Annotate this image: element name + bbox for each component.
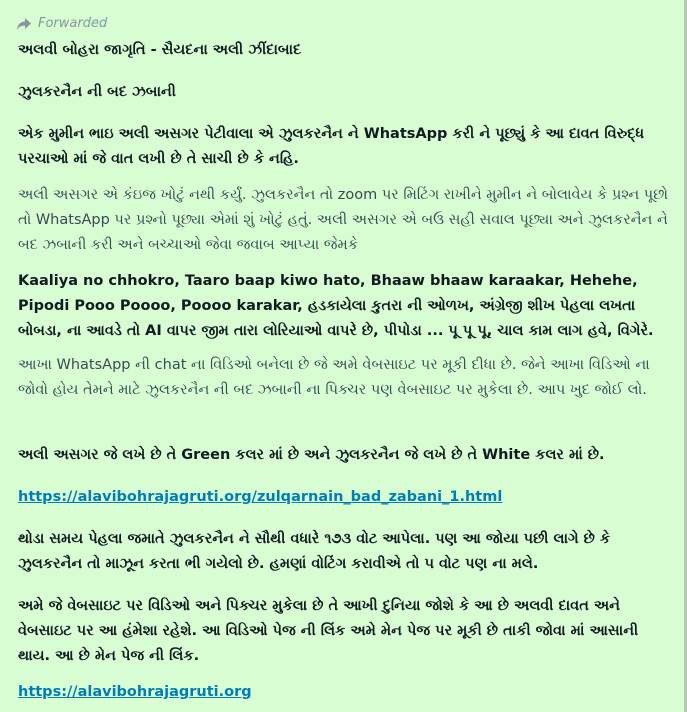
message-link-1-container — [18, 485, 670, 510]
message-paragraph-5: અલી અસગર જે લખે છે તે Green કલર માં છે અને ઝુલકરનૈન જે લખે છે તે White કલર માં છે. — [18, 447, 605, 463]
message-link-2-container — [18, 680, 670, 705]
main-page-link[interactable]: https://alavibohrajagruti.org — [18, 684, 252, 700]
message-paragraph-4: આખા WhatsApp ની chat ના વિડિઓ બનેલા છે જે અમે વેબસાઇટ પર મૂકી દીધા છે. જેને આખા વિડિઓ ના જોવો હોય તેમને માટે ઝુલકરનૈન ની બદ ઝબાની ના પિક્ચર પણ વેબસાઇટ પર મુકેલા છે. આપ ખુદ જોઈ લો. — [18, 357, 650, 398]
forwarded-indicator — [16, 16, 107, 31]
message-paragraph-6: થોડા સમય પેહલા જમાતે ઝુલકરનૈન ને સૌથી વધારે ૧૭૩ વોટ આપેલા. પણ આ જોયા પછી લાગે છે કે ઝુલકરનૈન તો માઝૂન કરતા ભી ગયેલો છે. હમણાં વોટિંગ કરાવીએ તો ૫ વોટ પણ ના મલે. — [18, 531, 611, 572]
message-paragraph-1: એક મુમીન ભાઇ અલી અસગર પેટીવાલા એ ઝુલકરનૈન ને WhatsApp કરી ને પૂછ્યું કે આ દાવત વિરુદ્ધ પરચાઓ માં જે વાત લખી છે તે સાચી છે કે નહિ. — [18, 126, 645, 167]
message-title: અલવી બોહરા જાગૃતિ - સૈયદના અલી ઝીંદાબાદ — [18, 42, 302, 58]
message-subtitle: ઝુલકરનૈન ની બદ ઝબાની — [18, 84, 176, 100]
forward-arrow-icon — [16, 17, 32, 31]
zulqarnain-video-link[interactable]: https://alavibohrajagruti.org/zulqarnain_bad_zabani_1.html — [18, 489, 503, 505]
message-paragraph-2: અલી અસગર એ કંઇજ ખોટું નથી કર્યું. ઝુલકરનૈન તો zoom પર મિટિંગ રાખીને મુમીન ને બોલાવેય કે પ્રશ્ન પૂછો તો WhatsApp પર પ્રશ્નો પૂછ્યા એમાં શું ખોટું હતું. અલી અસગર એ બઉ સહી સવાલ પૂછ્યા અને ઝુલકરનૈન ને બદ ઝબાની કરી અને બચ્ચાઓ જેવા જવાબ આપ્યા જેમકે — [18, 187, 669, 253]
forwarded-label: Forwarded — [38, 16, 108, 31]
message-paragraph-7: અમે જે વેબસાઇટ પર વિડિઓ અને પિક્ચર મુકેલા છે તે આખી દુનિયા જોશે કે આ છે અલવી દાવત અને વેબસાઇટ પર આ હંમેશા રહેશે. આ વિડિઓ પેજ ની લિંક અમે મેન પેજ પર મૂકી છે તાકી જોવા માં આસાની થાય. આ છે મેન પેજ ની લિંક. — [18, 598, 639, 664]
message-paragraph-3: Kaaliya no chhokro, Taaro baap kiwo hato, Bhaaw bhaaw karaakar, Hehehe, Pipodi Pooo Poooo, Poooo karakar, હડકાયેલા કુતરા ની ઓળખ, અંગ્રેજી શીખ પેહલા લખતા બોબડા, ના આવડે તો AI વાપર જીમ તારા લોરિયાઓ વાપરે છે, પીપોડા ... પૂ પૂ પૂ, ચાલ કામ લાગ હવે, વિગેરે. — [18, 273, 654, 339]
